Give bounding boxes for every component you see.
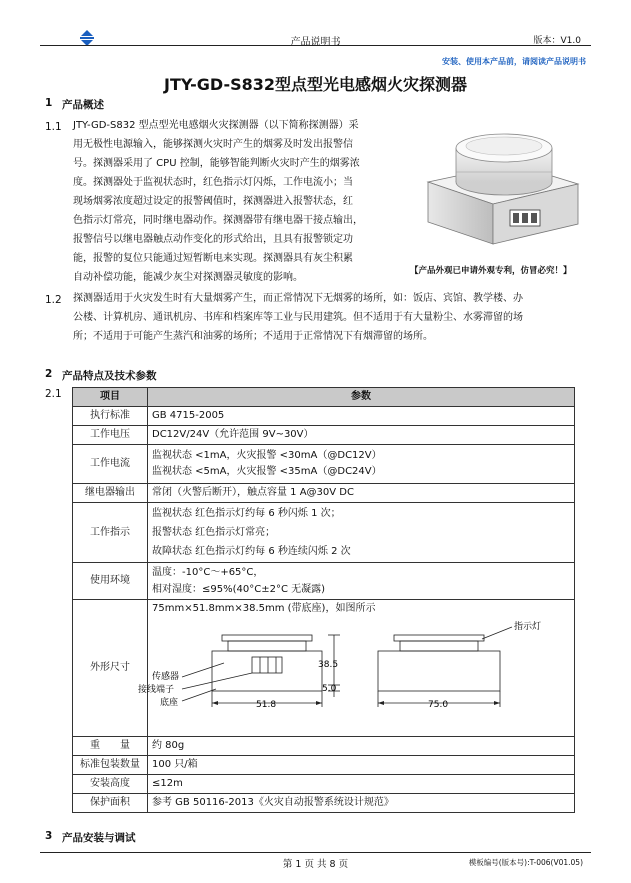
- table-row: [73, 563, 575, 600]
- header-divider: [40, 45, 591, 46]
- value-line: 监视状态 <5mA，火灾报警 <35mA（@DC24V）: [152, 466, 382, 477]
- param-value: [148, 756, 575, 775]
- header-version: 版本：V1.0: [533, 36, 581, 46]
- table-header-row: [73, 388, 575, 407]
- param-value: [148, 426, 575, 445]
- value-line: 监视状态 红色指示灯约每 6 秒闪烁 1 次；: [152, 508, 341, 519]
- label-sensor: 传感器: [152, 671, 180, 681]
- value-line: 监视状态 <1mA，火灾报警 <30mA（@DC12V）: [152, 450, 382, 461]
- value-line: 75mm×51.8mm×38.5mm (带底座)，如图所示: [152, 603, 376, 614]
- value-line: 故障状态 红色指示灯约每 6 秒连续闪烁 2 次: [152, 546, 351, 557]
- paragraph-line: 现场烟雾浓度超过设定的报警阈值时，探测器进入报警状态，红: [73, 196, 353, 207]
- table-row: [73, 756, 575, 775]
- value-line: ≤12m: [152, 778, 183, 789]
- section-3-number: 3: [45, 830, 53, 842]
- dim-length: 75.0: [428, 700, 449, 710]
- value-line: 相对湿度：≤95%(40°C±2°C 无凝露): [152, 584, 326, 595]
- table-row: [73, 737, 575, 756]
- param-value: [138, 600, 575, 737]
- table-row: [73, 484, 575, 503]
- value-line: DC12V/24V（允许范围 9V~30V）: [152, 429, 314, 440]
- label-base: 底座: [160, 697, 179, 707]
- section-1-1-number: 1.1: [45, 121, 62, 133]
- param-name: 工作指示: [73, 503, 148, 563]
- param-value: [148, 503, 575, 563]
- paragraph-line: 色指示灯常亮，同时继电器动作。探测器带有继电器干接点输出，: [73, 215, 363, 226]
- safety-notice: 安装、使用本产品前，请阅读产品说明书: [442, 57, 586, 66]
- section-1-2-text: [73, 289, 593, 346]
- value-line: GB 4715-2005: [152, 410, 225, 421]
- param-value: [148, 407, 575, 426]
- table-row: [73, 775, 575, 794]
- header-cell: 参数: [148, 388, 575, 407]
- paragraph-line: 探测器适用于火灾发生时有大量烟雾产生，而正常情况下无烟雾的场所，如：饭店、宾馆、教学楼、办: [73, 293, 523, 304]
- value-line: 参考 GB 50116-2013《火灾自动报警系统设计规范》: [152, 797, 394, 808]
- param-value: [148, 775, 575, 794]
- section-1-1-text: [73, 116, 403, 287]
- header-cell: 项目: [73, 388, 148, 407]
- param-name: 继电器输出: [73, 484, 148, 503]
- paragraph-line: 度。探测器处于监视状态时，红色指示灯闪烁，工作电流小；当: [73, 177, 353, 188]
- header-title: 产品说明书: [290, 37, 341, 48]
- param-value: [148, 445, 575, 484]
- section-1-2-number: 1.2: [45, 294, 62, 306]
- paragraph-line: 号。探测器采用了 CPU 控制，能够智能判断火灾时产生的烟雾浓: [73, 158, 360, 169]
- param-name: 标准包装数量: [73, 756, 148, 775]
- label-indicator: 指示灯: [514, 621, 542, 631]
- section-2-number: 2: [45, 368, 53, 380]
- table-row: [73, 445, 575, 484]
- param-value: [148, 563, 575, 600]
- param-name: 保护面积: [73, 794, 148, 813]
- table-row: [73, 407, 575, 426]
- page-number: 第 1 页 共 8 页: [282, 859, 349, 870]
- param-name: 安装高度: [73, 775, 148, 794]
- dim-height: 38.5: [318, 660, 339, 670]
- section-2-1-number: 2.1: [45, 388, 62, 400]
- table-row: [73, 600, 575, 737]
- label-terminal: 接线端子: [138, 684, 175, 694]
- value-line: 100 只/箱: [152, 759, 198, 770]
- dimension-drawing: [138, 617, 570, 735]
- table-row: [73, 426, 575, 445]
- section-1-title: 产品概述: [62, 99, 104, 111]
- value-line: 温度：-10°C～+65°C，: [152, 567, 264, 578]
- param-name: 工作电流: [73, 445, 148, 484]
- dim-small: 5.0: [322, 684, 337, 694]
- dim-width: 51.8: [256, 700, 277, 710]
- value-line: 常闭（火警后断开），触点容量 1 A@30V DC: [152, 487, 354, 498]
- paragraph-line: 自动补偿功能，能减少灰尘对探测器灵敏度的影响。: [73, 272, 303, 283]
- photo-caption: 【产品外观已申请外观专利，仿冒必究！】: [410, 266, 572, 276]
- paragraph-line: JTY-GD-S832 型点型光电感烟火灾探测器（以下简称探测器）采: [73, 120, 359, 131]
- table-row: [73, 794, 575, 813]
- document-title: JTY-GD-S832型点型光电感烟火灾探测器: [163, 75, 468, 94]
- section-2-title: 产品特点及技术参数: [62, 370, 157, 382]
- paragraph-line: 报警信号以继电器触点动作变化的形式给出，且具有报警锁定功: [73, 234, 353, 245]
- value-line: 约 80g: [152, 740, 185, 751]
- footer-divider: [40, 852, 591, 853]
- param-value: [148, 484, 575, 503]
- section-1-number: 1: [45, 97, 53, 109]
- param-name: 使用环境: [73, 563, 148, 600]
- param-name: 重 量: [73, 737, 148, 756]
- param-value: [148, 794, 575, 813]
- param-name: 外形尺寸: [73, 600, 148, 737]
- value-line: 报警状态 红色指示灯常亮；: [152, 527, 276, 538]
- product-photo: [418, 122, 588, 260]
- paragraph-line: 公楼、计算机房、通讯机房、书库和档案库等工业与民用建筑。但不适用于有大量粉尘、水雾滞留的场: [73, 312, 523, 323]
- template-code: 模板编号(版本号):T-006(V01.05): [468, 858, 583, 867]
- table-row: [73, 503, 575, 563]
- paragraph-line: 能，报警的复位只能通过短暂断电来实现。探测器具有灰尘积累: [73, 253, 353, 264]
- section-3-title: 产品安装与调试: [62, 832, 136, 844]
- paragraph-line: 用无极性电源输入，能够探测火灾时产生的烟雾及时发出报警信: [73, 139, 353, 150]
- paragraph-line: 所；不适用于可能产生蒸汽和油雾的场所；不适用于正常情况下有烟滞留的场所。: [73, 331, 433, 342]
- param-value: [148, 737, 575, 756]
- param-name: 工作电压: [73, 426, 148, 445]
- param-name: 执行标准: [73, 407, 148, 426]
- spec-table: [72, 387, 575, 813]
